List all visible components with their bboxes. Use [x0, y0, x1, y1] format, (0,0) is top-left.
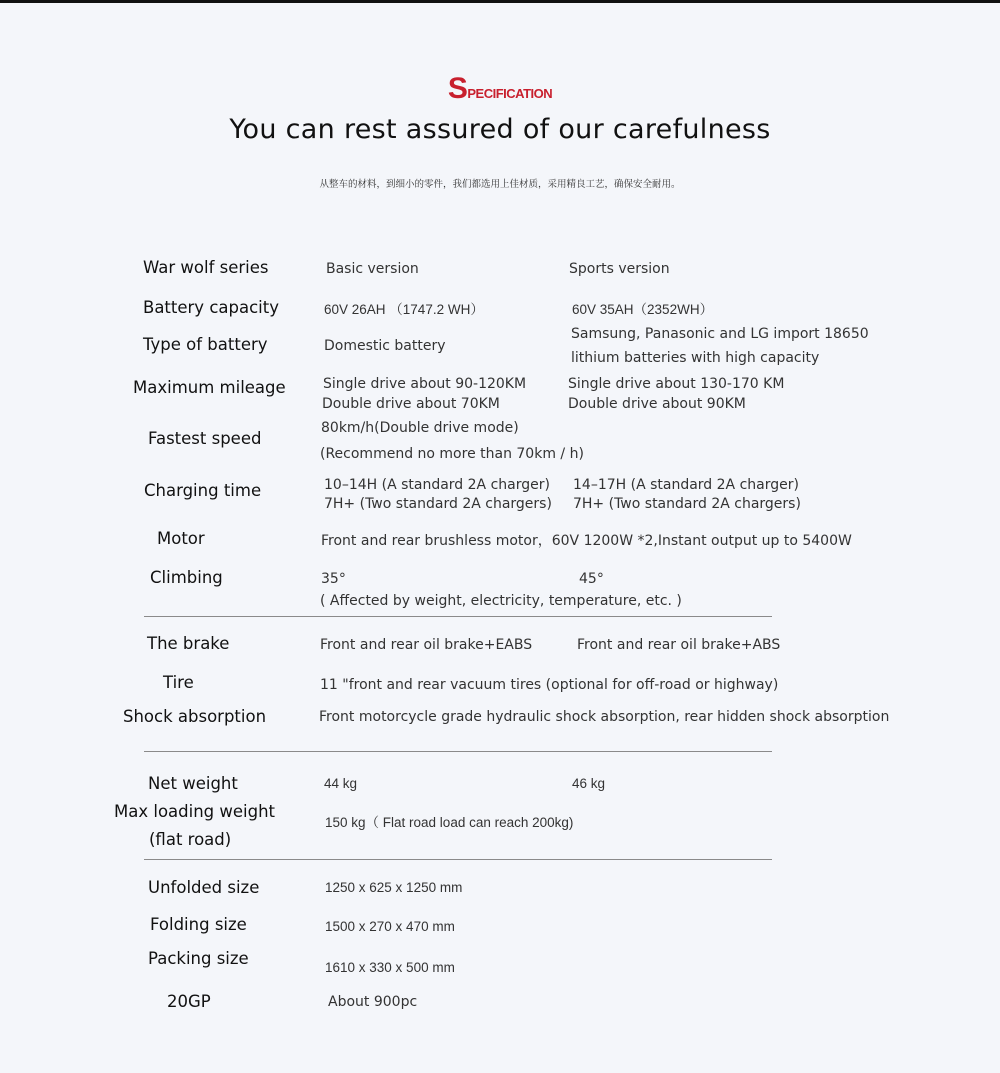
- spec-basic-battery-capacity: 60V 26AH （1747.2 WH）: [324, 302, 484, 317]
- spec-label-speed: Fastest speed: [148, 429, 262, 448]
- spec-sports-battery-capacity: 60V 35AH（2352WH）: [572, 302, 714, 317]
- spec-sports-mileage-line2: Double drive about 90KM: [568, 396, 746, 412]
- spec-sports-climbing: 45°: [579, 571, 604, 587]
- spec-label-series: War wolf series: [143, 258, 269, 277]
- spec-basic-charging-line1: 10–14H (A standard 2A charger): [324, 477, 550, 493]
- spec-basic-series: Basic version: [326, 261, 419, 277]
- kicker-initial: S: [447, 72, 468, 105]
- page-subtitle: 从整车的材料，到细小的零件，我们都选用上佳材质，采用精良工艺，确保安全耐用。: [319, 179, 681, 190]
- spec-label-container: 20GP: [167, 992, 211, 1011]
- spec-unfolded-value: 1250 x 625 x 1250 mm: [325, 880, 463, 895]
- spec-label-climbing: Climbing: [150, 568, 223, 587]
- kicker-rest: pecification: [467, 82, 553, 103]
- spec-label-folding: Folding size: [150, 915, 247, 934]
- top-border: [0, 0, 1000, 3]
- spec-basic-mileage-line1: Single drive about 90-120KM: [323, 376, 527, 392]
- spec-sports-battery-type-line2: lithium batteries with high capacity: [571, 350, 820, 366]
- spec-speed-line2: (Recommend no more than 70km / h): [320, 446, 584, 462]
- spec-sports-charging-line2: 7H+ (Two standard 2A chargers): [573, 496, 801, 512]
- spec-sports-net-weight: 46 kg: [572, 776, 606, 791]
- spec-basic-brake: Front and rear oil brake+EABS: [320, 637, 533, 653]
- spec-label-battery-capacity: Battery capacity: [143, 298, 279, 317]
- section-kicker: [0, 72, 1000, 106]
- spec-tire-value: 11 "front and rear vacuum tires (optional for off-road or highway): [320, 677, 779, 693]
- spec-label-max-load-line1: Max loading weight: [114, 802, 276, 821]
- spec-max-load-value: 150 kg（ Flat road load can reach 200kg): [325, 815, 574, 830]
- spec-label-battery-type: Type of battery: [143, 335, 268, 354]
- spec-climbing-note: ( Affected by weight, electricity, temperature, etc. ): [320, 593, 682, 609]
- spec-basic-net-weight: 44 kg: [324, 776, 358, 791]
- spec-container-value: About 900pc: [328, 994, 418, 1010]
- spec-label-charging: Charging time: [144, 481, 262, 500]
- section-divider: [144, 616, 772, 617]
- spec-basic-charging-line2: 7H+ (Two standard 2A chargers): [324, 496, 552, 512]
- spec-sports-charging-line1: 14–17H (A standard 2A charger): [573, 477, 799, 493]
- spec-label-shock: Shock absorption: [123, 707, 267, 726]
- spec-label-unfolded: Unfolded size: [148, 878, 260, 897]
- spec-label-packing: Packing size: [148, 949, 249, 968]
- spec-sports-battery-type-line1: Samsung, Panasonic and LG import 18650: [571, 326, 869, 342]
- spec-basic-climbing: 35°: [321, 571, 346, 587]
- spec-label-max-load-line2: (flat road): [149, 830, 232, 849]
- spec-sports-brake: Front and rear oil brake+ABS: [577, 637, 781, 653]
- section-divider: [144, 751, 772, 752]
- spec-label-net-weight: Net weight: [148, 774, 238, 793]
- section-divider: [144, 859, 772, 860]
- spec-label-tire: Tire: [163, 673, 194, 692]
- spec-speed-line1: 80km/h(Double drive mode): [321, 420, 519, 436]
- spec-motor-value: Front and rear brushless motor，60V 1200W *2,Instant output up to 5400W: [321, 533, 852, 549]
- spec-sports-mileage-line1: Single drive about 130-170 KM: [568, 376, 785, 392]
- spec-basic-battery-type: Domestic battery: [324, 338, 446, 354]
- spec-packing-value: 1610 x 330 x 500 mm: [325, 960, 455, 975]
- spec-shock-value: Front motorcycle grade hydraulic shock absorption, rear hidden shock absorption: [319, 709, 890, 725]
- spec-label-motor: Motor: [157, 529, 205, 548]
- spec-sports-series: Sports version: [569, 261, 670, 277]
- spec-label-brake: The brake: [147, 634, 230, 653]
- spec-folding-value: 1500 x 270 x 470 mm: [325, 919, 455, 934]
- page-title: You can rest assured of our carefulness: [229, 114, 771, 145]
- spec-basic-mileage-line2: Double drive about 70KM: [322, 396, 500, 412]
- spec-label-mileage: Maximum mileage: [133, 378, 286, 397]
